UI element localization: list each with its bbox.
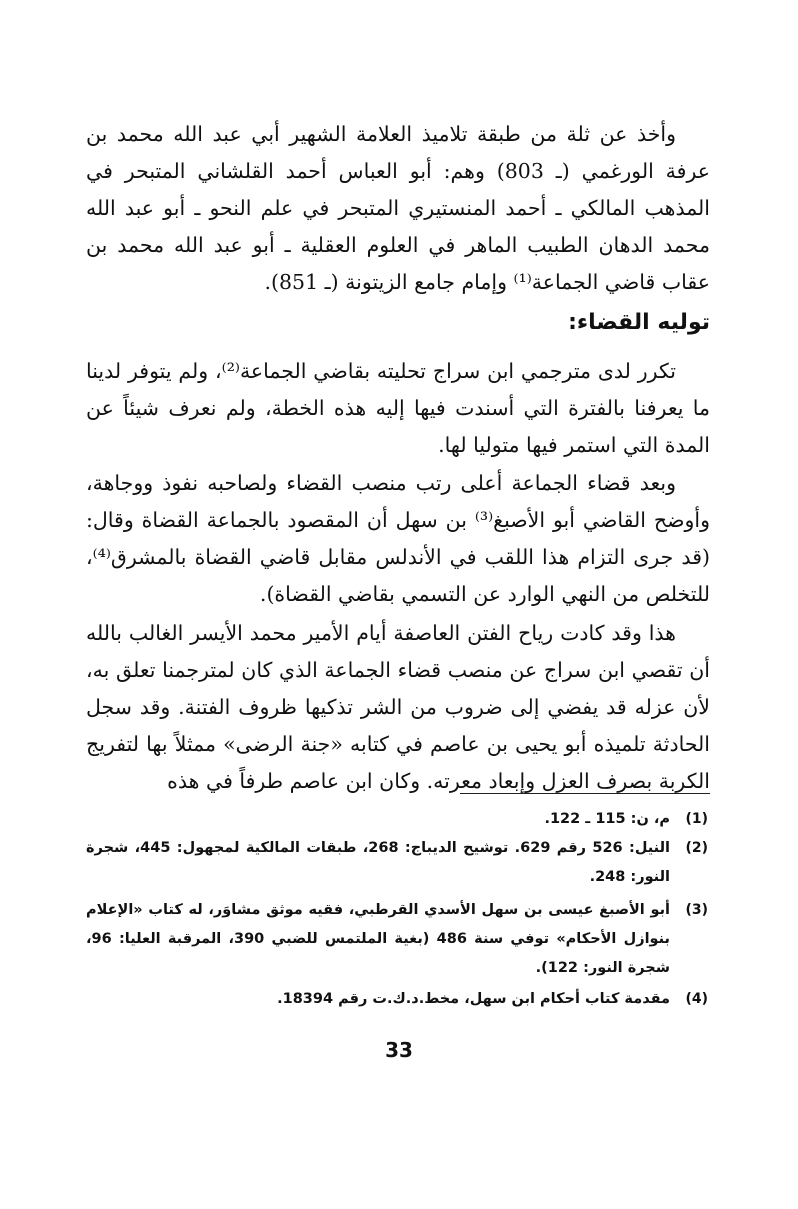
footnote-number: (3) (685, 902, 708, 918)
footnote-number: (1) (685, 811, 708, 827)
footnote-divider (460, 793, 710, 794)
footnote-text: مقدمة كتاب أحكام ابن سهل، مخط.د.ك.ت رقم 18394. (277, 991, 670, 1007)
page-number: 33 (385, 1038, 413, 1062)
footnote-number: (2) (685, 840, 708, 856)
paragraph-jamaa-rank: وبعد قضاء الجماعة أعلى رتب منصب القضاء ولصاحبه نفوذ ووجاهة، وأوضح القاضي أبو الأصبغ⁽³⁾ بن سهل أن المقصود بالجماعة القضاة وقال: (قد جرى التزام هذا اللقب في الأندلس مقابل قاضي القضاة بالمشرق⁽⁴⁾، للتخلص من النهي الوارد عن التسمي بقاضي القضاة). (86, 471, 710, 606)
paragraph-teachers: وأخذ عن ثلة من طبقة تلاميذ العلامة الشهير أبي عبد الله محمد بن عرفة الورغمي (ـ 803) وهم: أبو العباس أحمد القلشاني المتبحر في المذهب المالكي ـ أحمد المنستيري المتبحر في علم النحو ـ أبو عبد الله محمد الدهان الطبيب الماهر في العلوم العقلية ـ أبو عبد الله محمد بن عقاب قاضي الجماعة⁽¹⁾ وإمام جامع الزيتونة (ـ 851). (86, 122, 710, 294)
footnote-text: أبو الأصبغ عيسى بن سهل الأسدي القرطبي، فقيه موثق مشاوَر، له كتاب «الإعلام بنوازل الأحكام» توفي سنة 486 (بغية الملتمس للضبي 390، المرقبة العليا: 96، شجرة النور: 122). (86, 902, 671, 976)
footnote-number: (4) (685, 991, 708, 1007)
footnote-text: م، ن: 115 ـ 122. (544, 811, 670, 827)
paragraph-fitna: هذا وقد كادت رياح الفتن العاصفة أيام الأمير محمد الأيسر الغالب بالله أن تقصي ابن سراج عن منصب قضاء الجماعة الذي كان لمترجمنا تعلق به، لأن عزله قد يفضي إلى ضروب من الشر تذكيها ظروف الفتنة. وقد سجل الحادثة تلميذه أبو يحيى بن عاصم في كتابه «جنة الرضى» ممثلاً بها لتفريج الكربة بصرف العزل وإبعاد معرته. وكان ابن عاصم طرفاً في هذه (86, 621, 710, 793)
section-heading: توليه القضاء: (568, 310, 710, 335)
footnote-text: النيل: 526 رقم 629. توشيح الديباج: 268، طبقات المالكية لمجهول: 445، شجرة النور: 248. (86, 840, 671, 885)
paragraph-judgeship-title: تكرر لدى مترجمي ابن سراج تحليته بقاضي الجماعة⁽²⁾، ولم يتوفر لدينا ما يعرفنا بالفترة التي أسندت فيها إليه هذه الخطة، ولم نعرف شيئاً عن المدة التي استمر فيها متوليا لها. (86, 359, 710, 457)
